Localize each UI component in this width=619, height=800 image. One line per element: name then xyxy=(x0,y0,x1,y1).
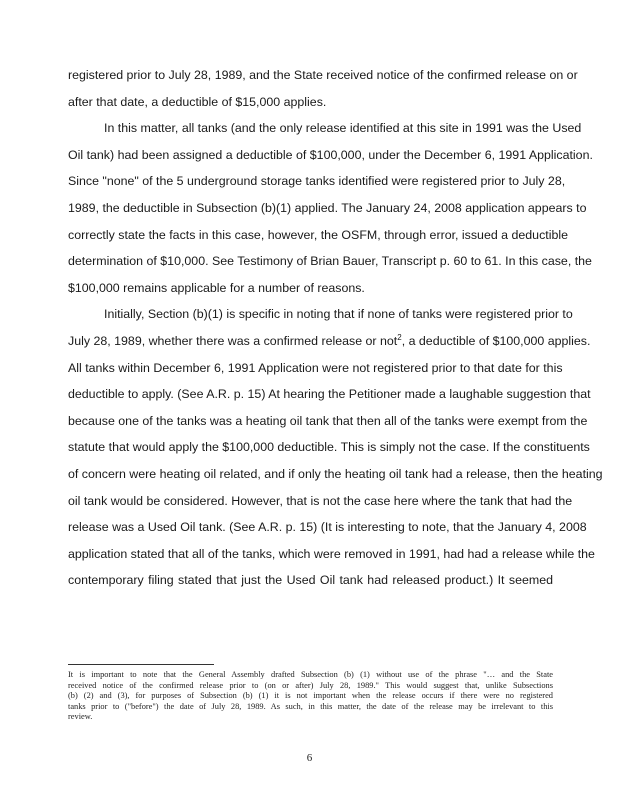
body-line: because one of the tanks was a heating oil tank that then all of the tanks were exempt from the xyxy=(68,413,588,428)
body-line: oil tank would be considered. However, that is not the case here where the tank that had the xyxy=(68,493,573,508)
body-line: In this matter, all tanks (and the only release identified at this site in 1991 was the Used xyxy=(104,121,582,136)
footnote-line: review. xyxy=(68,712,93,722)
body-text xyxy=(68,62,603,594)
body-line: correctly state the facts in this case, however, the OSFM, through error, issued a deductible xyxy=(68,227,568,242)
body-line: Since "none" of the 5 underground storage tanks identified were registered prior to July 28, xyxy=(68,174,566,189)
body-line-text-continued: , a deductible of $100,000 applies. xyxy=(401,333,591,348)
body-line: 1989, the deductible in Subsection (b)(1) applied. The January 24, 2008 application appears to xyxy=(68,200,587,215)
footnote-line: (b) (2) and (3), for purposes of Subsection (b) (1) it is not important when the release occurs if there were no registered xyxy=(68,691,553,701)
body-line: $100,000 remains applicable for a number of reasons. xyxy=(68,280,365,295)
body-line: deductible to apply. (See A.R. p. 15) At hearing the Petitioner made a laughable suggestion that xyxy=(68,387,591,402)
page-number: 6 xyxy=(306,752,313,764)
body-line: of concern were heating oil related, and if only the heating oil tank had a release, then the heating xyxy=(68,466,603,481)
body-line: Initially, Section (b)(1) is specific in noting that if none of tanks were registered prior to xyxy=(104,307,573,322)
body-line: Oil tank) had been assigned a deductible of $100,000, under the December 6, 1991 Application. xyxy=(68,147,593,162)
body-line: contemporary filing stated that just the Used Oil tank had released product.) It seemed xyxy=(68,573,553,588)
body-line: statute that would apply the $100,000 deductible. This is simply not the case. If the constituents xyxy=(68,440,590,455)
body-line: All tanks within December 6, 1991 Application were not registered prior to that date for this xyxy=(68,360,563,375)
footnote-line: tanks prior to ("before") the date of July 28, 1989. As such, in this matter, the date of the release may be irrelevant to this xyxy=(68,701,553,711)
footnote xyxy=(68,670,553,723)
body-line: after that date, a deductible of $15,000 applies. xyxy=(68,94,327,109)
body-line: application stated that all of the tanks, which were removed in 1991, had had a release while the xyxy=(68,546,595,561)
footnote-line: It is important to note that the General Assembly drafted Subsection (b) (1) without use of the phrase "… and the State xyxy=(68,670,553,679)
footnote-line: received notice of the confirmed release prior to (on or after) July 28, 1989." This would suggest that, unlike Subsections xyxy=(68,680,553,690)
body-line-with-footnote-ref xyxy=(68,328,591,355)
body-line: determination of $10,000. See Testimony of Brian Bauer, Transcript p. 60 to 61. In this case, the xyxy=(68,254,592,269)
footnote-divider xyxy=(68,664,214,665)
body-line: registered prior to July 28, 1989, and the State received notice of the confirmed release on or xyxy=(68,68,578,82)
body-line: release was a Used Oil tank. (See A.R. p. 15) (It is interesting to note, that the January 4, 2008 xyxy=(68,520,587,535)
footnote-reference: 2 xyxy=(397,332,402,342)
body-line-text: July 28, 1989, whether there was a confirmed release or not xyxy=(68,333,398,348)
